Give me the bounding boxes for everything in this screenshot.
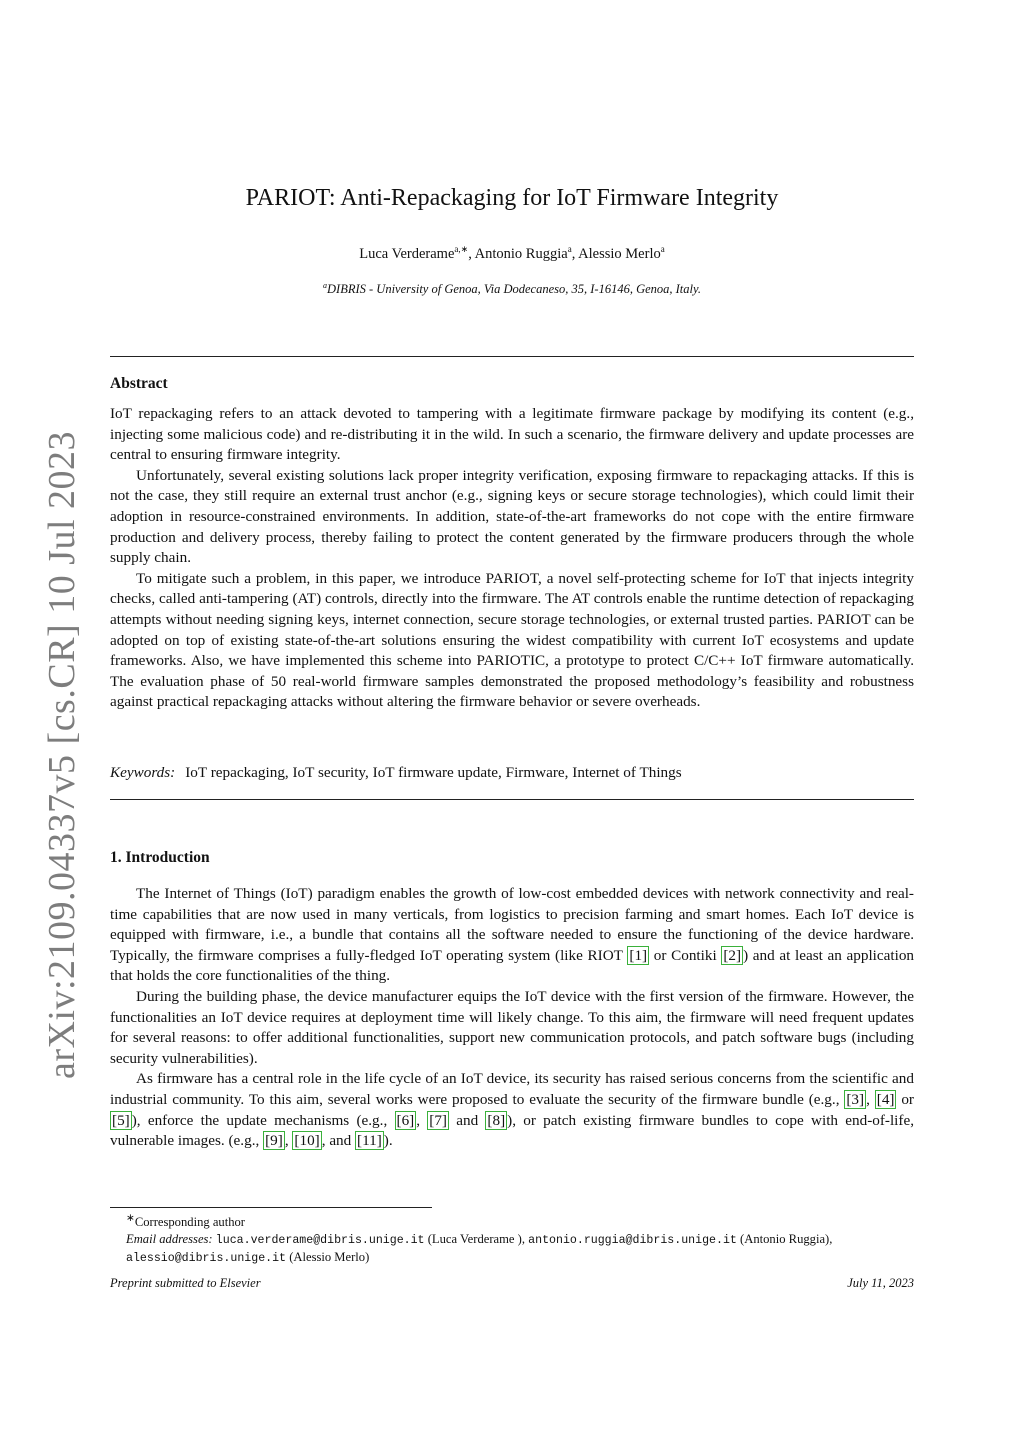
intro-text: ), or patch existing firmware bundles to cope with end-of-life, vulnerable images. (e.g., — [110, 1111, 914, 1150]
email-link[interactable]: luca.verderame@dibris.unige.it — [215, 1233, 425, 1247]
citation-number: 1 — [634, 946, 643, 964]
citation-link[interactable]: [10] — [294, 1132, 320, 1150]
citation-link[interactable]: [7] — [429, 1111, 447, 1129]
citation-link[interactable]: [1] — [629, 946, 648, 964]
preprint-date: July 11, 2023 — [847, 1276, 914, 1290]
abstract-bottom-rule — [110, 799, 914, 800]
citation-number: 10 — [299, 1132, 315, 1150]
abstract-paragraph: To mitigate such a problem, in this paper, we introduce PARIOT, a novel self-protecting scheme for IoT that injects integrity checks, called anti-tampering (AT) controls, directly into the firmware. The AT controls enable the runtime detection of repackaging attempts without needing signing keys, internet connection, secure storage technologies, or external trusted parties. PARIOT can be adopted on top of existing state-of-the-art solutions ensuring the widest compatibility with current IoT ecosystems and update frameworks. Also, we have implemented this scheme into PARIOTIC, a prototype to protect C/C++ IoT firmware automatically. The evaluation phase of 50 real-world firmware samples demonstrated the proposed methodology’s feasibility and robustness against practical repackaging attacks without altering the firmware behavior or severe overheads. — [110, 569, 914, 711]
email-owner: (Luca Verderame ), — [427, 1231, 525, 1246]
abstract-paragraph: IoT repackaging refers to an attack devoted to tampering with a legitimate firmware package by modifying its content (e.g., injecting some malicious code) and re-distributing it in the wild. In such a scenario, the firmware delivery and update processes are central to ensuring firmware integrity. — [110, 405, 914, 464]
abstract-top-rule — [110, 356, 914, 357]
citation-number: 8 — [492, 1111, 501, 1129]
citation-number: 6 — [401, 1111, 410, 1129]
footnote-corresponding-text: Corresponding author — [134, 1215, 245, 1230]
intro-text: As firmware has a central role in the life cycle of an IoT device, its security has raised serious concerns from the scientific and industrial community. To this aim, several works were proposed to evaluate the security of the firmware bundle (e.g., — [110, 1070, 914, 1108]
affiliation — [110, 281, 914, 297]
footnotes — [110, 1211, 914, 1268]
citation-number: 9 — [270, 1132, 278, 1150]
abstract-body — [110, 404, 914, 713]
email-owner: (Alessio Merlo) — [289, 1250, 370, 1265]
email-link[interactable]: alessio@dibris.unige.it — [126, 1252, 287, 1266]
intro-text: The Internet of Things (IoT) paradigm enables the growth of low-cost embedded devices with network connectivity and real-time capabilities that are now used in many verticals, from logistics to precision farming and smart homes. Each IoT device is equipped with firmware, i.e., a bundle that contains all the software needed to ensure the functioning of the device hardware. Typically, the firmware comprises a fully-fledged IoT operating system (like RIOT — [110, 885, 914, 964]
introduction-body — [110, 884, 914, 1152]
keywords-label: Keywords: — [110, 764, 176, 781]
author-sup: a — [660, 244, 665, 254]
abstract-heading: Abstract — [110, 375, 168, 392]
citation-link[interactable]: [2] — [723, 946, 742, 964]
citation-number: 2 — [728, 946, 736, 964]
author-sup: a,∗ — [454, 244, 469, 254]
citation-link[interactable]: [4] — [876, 1090, 895, 1108]
citation-link[interactable]: [5] — [112, 1111, 130, 1129]
intro-paragraph — [110, 884, 914, 987]
arxiv-stamp: arXiv:2109.04337v5 [cs.CR] 10 Jul 2023 — [41, 430, 83, 1080]
citation-number: 7 — [434, 1111, 442, 1129]
preprint-note: Preprint submitted to Elsevier — [110, 1276, 261, 1290]
citation-link[interactable]: [6] — [396, 1111, 415, 1129]
paper-title: PARIOT: Anti-Repackaging for IoT Firmware Integrity — [245, 185, 779, 211]
email-owner: (Antonio Ruggia), — [740, 1231, 833, 1246]
author-name: Alessio Merlo — [578, 245, 661, 262]
author-sup: a — [567, 244, 572, 254]
author-name: Antonio Ruggia — [474, 245, 568, 262]
keywords — [110, 764, 914, 782]
intro-text: or Contiki — [649, 946, 722, 964]
author-sep: , — [571, 245, 579, 262]
intro-text: ), enforce the update mechanisms (e.g., — [131, 1111, 395, 1129]
email-link[interactable]: antonio.ruggia@dibris.unige.it — [528, 1233, 737, 1247]
intro-text: ). — [383, 1132, 393, 1150]
citation-number: 11 — [362, 1132, 377, 1150]
citation-link[interactable]: [3] — [846, 1090, 865, 1108]
section-heading-introduction: 1. Introduction — [110, 849, 210, 866]
citation-number: 5 — [117, 1111, 125, 1129]
author-sep: , — [468, 245, 475, 262]
citation-link[interactable]: [8] — [487, 1111, 506, 1129]
intro-paragraph: As firmware has a central role in the life cycle of an IoT device, its security has raised serious concerns from the scientific and industrial community. To this aim, several works were proposed to evaluate the security of the firmware bundle (e.g., [3] , [4] or [5] ), enforce the update mechanisms (e.g., [6] , [7] and [8] ), or patch existing firmware bundles to cope with end-of-life, vulnerable images. (e.g., [9] , [10] , and [11] ). — [110, 1070, 914, 1150]
intro-text: ) and at least an application that holds the core functionalities of the thing. — [110, 946, 915, 985]
email-label: Email addresses: — [126, 1231, 213, 1246]
footnote-rule — [110, 1207, 432, 1208]
citation-number: 3 — [851, 1090, 860, 1108]
citation-link[interactable]: [9] — [265, 1132, 283, 1150]
intro-paragraph: During the building phase, the device manufacturer equips the IoT device with the first version of the firmware. However, the functionalities an IoT device requires at deployment time will likely change. To this aim, the firmware will need frequent updates for several reasons: to offer additional functionalities, support new communication protocols, and patch software bugs (including security vulnerabilities). — [110, 987, 914, 1067]
author-name: Luca Verderame — [359, 245, 455, 262]
footnote-emails — [110, 1231, 914, 1268]
author-list — [110, 244, 914, 263]
citation-number: 4 — [881, 1090, 890, 1108]
keywords-text: IoT repackaging, IoT security, IoT firmware update, Firmware, Internet of Things — [185, 764, 682, 781]
affiliation-sup: a — [323, 281, 327, 290]
abstract-paragraph: Unfortunately, several existing solutions lack proper integrity verification, exposing firmware to repackaging attacks. If this is not the case, they still require an external trust anchor (e.g., signing keys or secure storage technologies), which could limit their adoption in resource-constrained environments. In addition, state-of-the-art frameworks do not cope with the entire firmware production and delivery process, thereby failing to protect the content generated by the firmware producers through the whole supply chain. — [110, 466, 914, 567]
footnote-mark: ∗ — [126, 1213, 135, 1224]
footnote-corresponding — [110, 1211, 914, 1231]
affiliation-text: DIBRIS - University of Genoa, Via Dodecaneso, 35, I-16146, Genoa, Italy. — [327, 282, 701, 297]
citation-link[interactable]: [11] — [357, 1132, 382, 1150]
